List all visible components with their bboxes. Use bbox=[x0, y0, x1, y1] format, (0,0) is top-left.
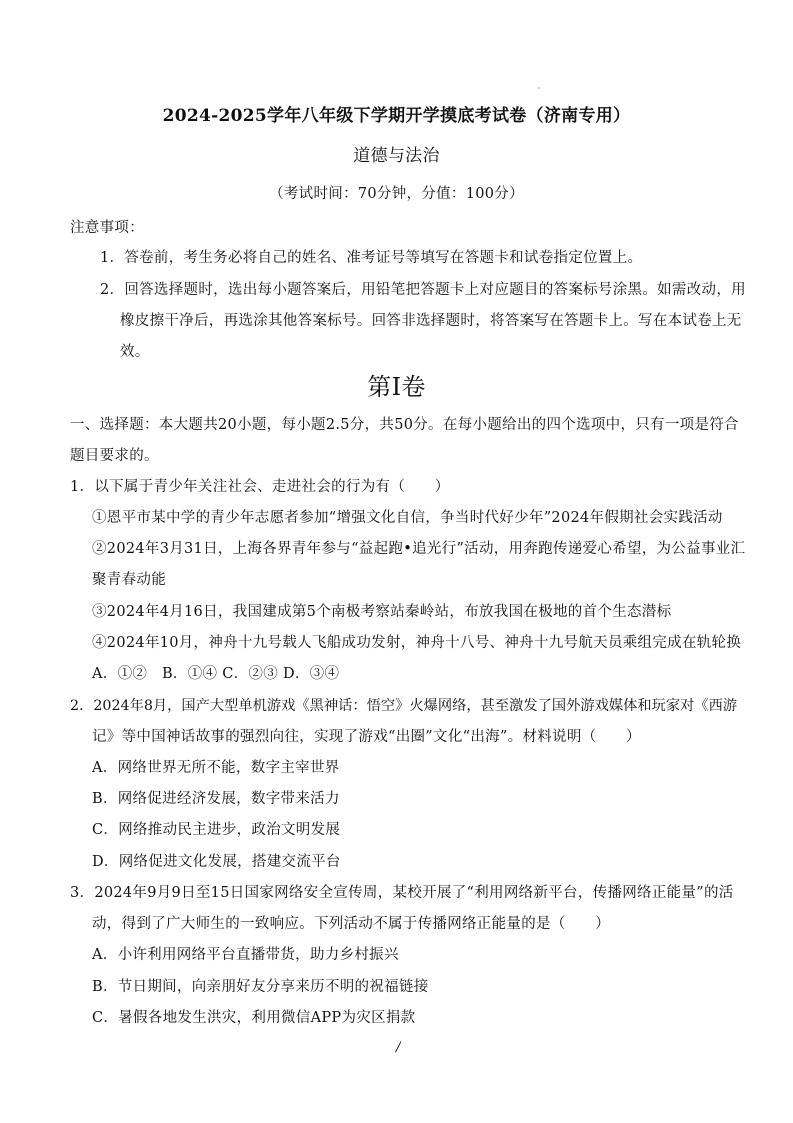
note-item-2-line1: 2．回答选择题时，选出每小题答案后，用铅笔把答题卡上对应题目的答案标号涂黑。如需改动，用 bbox=[100, 282, 746, 298]
q3-option-b: B．节日期间，向亲朋好友分享来历不明的祝福链接 bbox=[92, 979, 429, 995]
q1-statement-2-line1: ②2024年3月31日，上海各界青年参与“益起跑•追光行”活动，用奔跑传递爱心希望，为公益事业汇 bbox=[92, 541, 746, 557]
subject-title: 道德与法治 bbox=[353, 146, 440, 166]
q3-option-a: A．小许利用网络平台直播带货，助力乡村振兴 bbox=[92, 947, 399, 963]
page-number-mark: / bbox=[396, 1040, 401, 1055]
q2-option-c: C．网络推动民主进步，政治文明发展 bbox=[92, 822, 341, 838]
part-title: 第Ⅰ卷 bbox=[367, 373, 426, 401]
section-instruction-line1: 一、选择题：本大题共20小题，每小题2.5分，共50分。在每小题给出的四个选项中，只有一项是符合 bbox=[70, 417, 739, 433]
q1-statement-2-line2: 聚青春动能 bbox=[92, 572, 166, 588]
exam-title: 2024-2025学年八年级下学期开学摸底考试卷（济南专用） bbox=[162, 106, 631, 126]
note-item-2-line3: 效。 bbox=[120, 344, 150, 360]
note-item-2-line2: 橡皮擦干净后，再选涂其他答案标号。回答非选择题时，将答案写在答题卡上。写在本试卷上无 bbox=[120, 313, 742, 329]
q1-statement-4: ④2024年10月，神舟十九号载人飞船成功发射，神舟十八号、神舟十九号航天员乘组完成在轨轮换 bbox=[92, 635, 742, 651]
q3-stem-line2: 动，得到了广大师生的一致响应。下列活动不属于传播网络正能量的是（ ） bbox=[92, 916, 610, 932]
q1-statement-3: ③2024年4月16日，我国建成第5个南极考察站秦岭站，布放我国在极地的首个生态潜标 bbox=[92, 604, 672, 620]
notes-heading: 注意事项： bbox=[70, 220, 144, 236]
q1-statement-1: ①恩平市某中学的青少年志愿者参加“增强文化自信，争当时代好少年”2024年假期社会实践活动 bbox=[92, 510, 723, 526]
q3-option-c: C．暑假各地发生洪灾，利用微信APP为灾区捐款 bbox=[92, 1010, 416, 1026]
q1-options: A．①② B．①④ C．②③ D．③④ bbox=[92, 666, 340, 682]
q2-stem-line2: 记》等中国神话故事的强烈向往，实现了游戏“出圈”文化“出海”。材料说明（ ） bbox=[92, 729, 641, 745]
q1-stem: 1．以下属于青少年关注社会、走进社会的行为有（ ） bbox=[70, 479, 450, 495]
section-instruction-line2: 题目要求的。 bbox=[70, 448, 159, 464]
scan-dot bbox=[538, 87, 540, 89]
q2-stem-line1: 2．2024年8月，国产大型单机游戏《黑神话：悟空》火爆网络，甚至激发了国外游戏媒体和玩家对《西游 bbox=[70, 698, 738, 714]
note-item-1: 1．答卷前，考生务必将自己的姓名、准考证号等填写在答题卡和试卷指定位置上。 bbox=[100, 250, 643, 266]
q2-option-b: B．网络促进经济发展，数字带来活力 bbox=[92, 791, 340, 807]
q2-option-a: A．网络世界无所不能，数字主宰世界 bbox=[92, 760, 340, 776]
q3-stem-line1: 3．2024年9月9日至15日国家网络安全宣传周，某校开展了“利用网络新平台，传播网络正能量”的活 bbox=[70, 885, 734, 901]
q2-option-d: D．网络促进文化发展，搭建交流平台 bbox=[92, 854, 341, 870]
exam-info: （考试时间：70分钟，分值：100分） bbox=[269, 186, 524, 202]
